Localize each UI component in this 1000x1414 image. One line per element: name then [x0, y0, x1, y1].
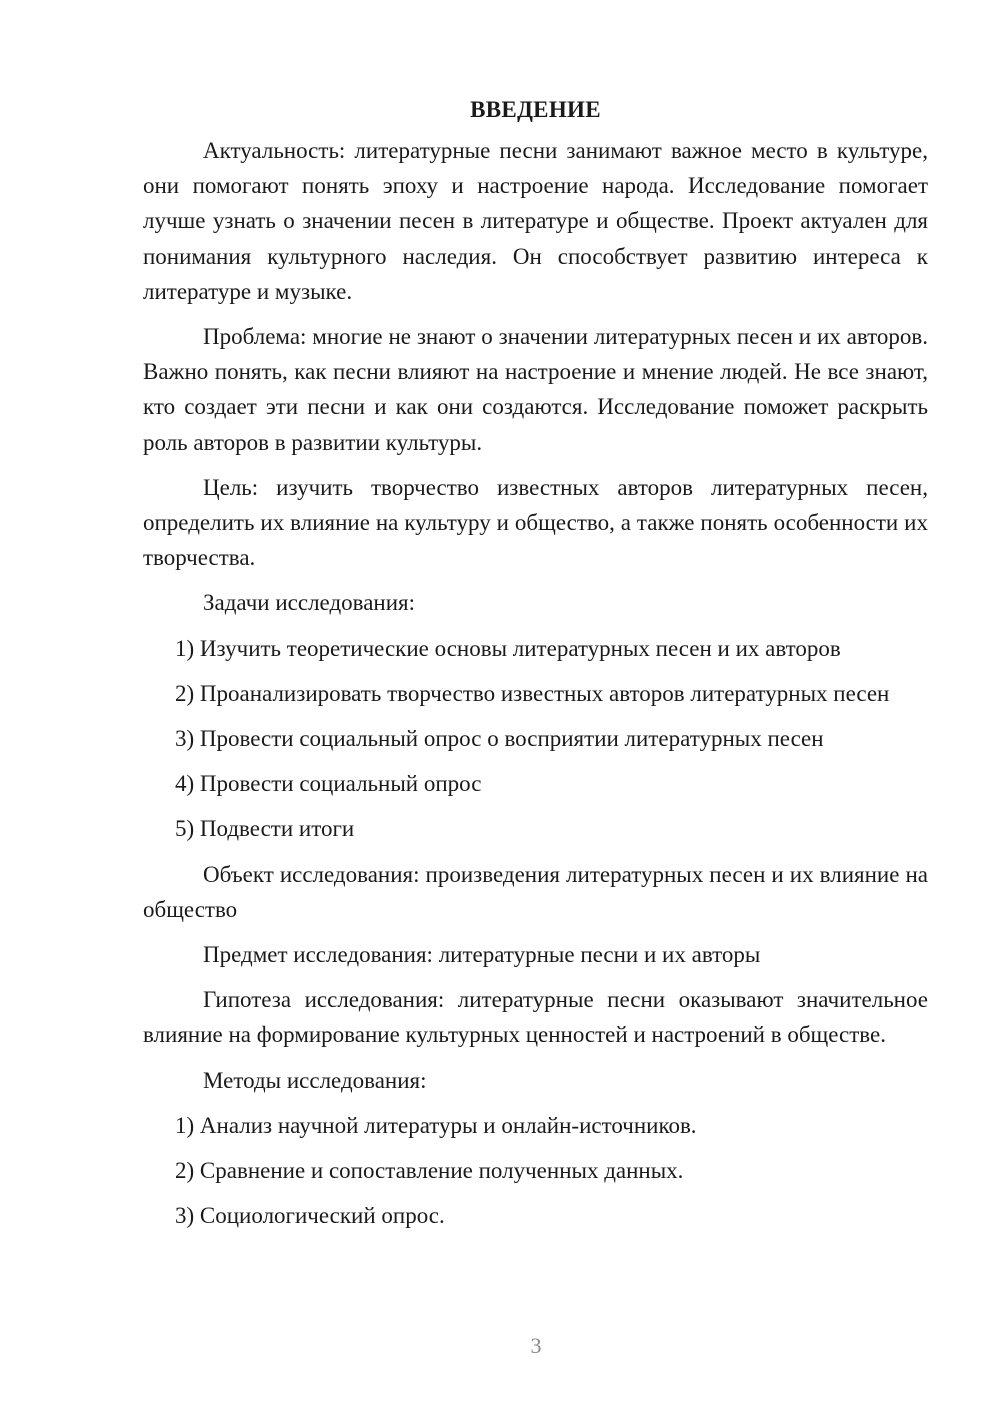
problem-paragraph: Проблема: многие не знают о значении литературных песен и их авторов. Важно понять, как песни влияют на настроение и мнение людей. Не все знают, кто создает эти песни и как они создаются. Исследование поможет раскрыть роль авторов в развитии культуры.	[143, 324, 928, 455]
goal-paragraph: Цель: изучить творчество известных авторов литературных песен, определить их влияние на культуру и общество, а также понять особенности их творчества.	[143, 474, 928, 571]
method-item-2: 2) Сравнение и сопоставление полученных данных.	[175, 1158, 684, 1184]
methods-label: Методы исследования:	[203, 1067, 427, 1093]
relevance-paragraph: Актуальность: литературные песни занимают важное место в культуре, они помогают понять эпоху и настроение народа. Исследование помогает лучше узнать о значении песен в литературе и обществе. Проект актуален для понимания культурного наследия. Он способствует развитию интереса к литературе и музыке.	[143, 138, 928, 304]
task-item-1: 1) Изучить теоретические основы литературных песен и их авторов	[175, 635, 841, 661]
section-title: ВВЕДЕНИЕ	[470, 97, 601, 122]
subject-paragraph: Предмет исследования: литературные песни и их авторы	[203, 942, 761, 968]
method-item-1: 1) Анализ научной литературы и онлайн-источников.	[175, 1112, 697, 1138]
page-number: 3	[530, 1333, 542, 1358]
tasks-label: Задачи исследования:	[203, 590, 416, 616]
hypothesis-paragraph: Гипотеза исследования: литературные песни оказывают значительное влияние на формирование культурных ценностей и настроений в обществе.	[143, 987, 928, 1048]
task-item-2: 2) Проанализировать творчество известных авторов литературных песен	[175, 680, 890, 706]
task-item-3: 3) Провести социальный опрос о восприятии литературных песен	[175, 726, 824, 752]
object-paragraph: Объект исследования: произведения литературных песен и их влияние на общество	[143, 861, 928, 922]
task-item-5: 5) Подвести итоги	[175, 816, 355, 842]
task-item-4: 4) Провести социальный опрос	[175, 771, 482, 797]
document-page	[143, 92, 928, 1243]
method-item-3: 3) Социологический опрос.	[175, 1203, 445, 1229]
